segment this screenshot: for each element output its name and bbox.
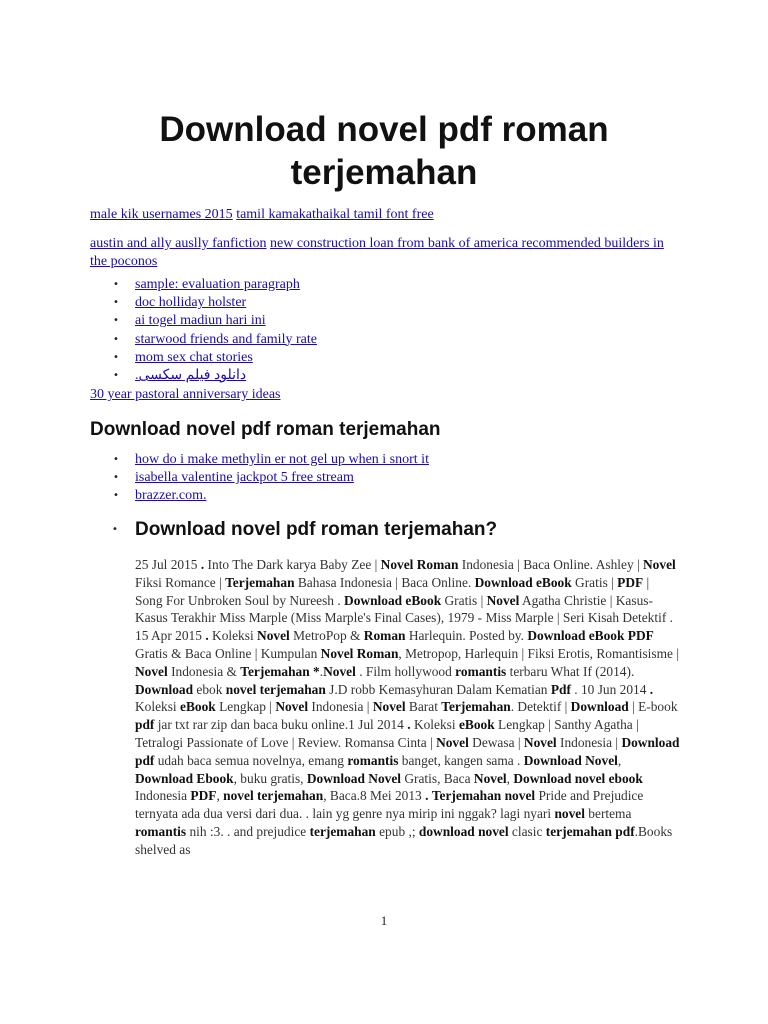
bold-text-run: Terjemahan novel: [431, 788, 536, 804]
bold-text-run: terjemahan: [309, 823, 376, 839]
text-run: Indonesia | Baca Online. Ashley |: [458, 557, 644, 572]
bold-text-run: Novel: [436, 734, 469, 750]
list-link[interactable]: sample: evaluation paragraph: [135, 277, 300, 292]
bold-text-run: Download novel ebook: [513, 770, 643, 786]
text-run: Lengkap |: [215, 699, 276, 715]
link-tamil-kamakathaikal[interactable]: tamil kamakathaikal tamil font free: [236, 207, 434, 222]
bold-text-run: pdf: [135, 717, 155, 733]
page-title: Download novel pdf roman terjemahan: [159, 110, 609, 192]
bold-text-run: novel: [554, 806, 585, 822]
text-run: . 10 Jun 2014: [570, 681, 650, 697]
bold-text-run: Download eBook: [474, 574, 572, 590]
list-link[interactable]: brazzer.com.: [135, 488, 207, 504]
text-run: , buku gratis,: [233, 770, 307, 786]
text-run: Indonesia &: [167, 663, 241, 679]
text-run: Gratis, Baca: [401, 770, 474, 786]
list-link[interactable]: doc holliday holster: [135, 295, 247, 311]
bold-text-run: Download pdf: [135, 734, 680, 768]
text-run: udah baca semua novelnya, emang: [154, 752, 348, 768]
bold-text-run: .: [200, 557, 205, 572]
text-run: epub ,;: [375, 823, 419, 839]
bold-text-run: Roman: [363, 628, 406, 644]
bold-text-run: Download: [570, 699, 629, 715]
text-run: Indonesia |: [308, 699, 373, 715]
text-run: Into The Dark karya Baby Zee |: [204, 557, 381, 572]
bold-text-run: Novel Roman: [320, 645, 399, 661]
bold-text-run: Terjemahan: [225, 574, 295, 590]
link-austin-and-ally[interactable]: austin and ally auslly fanfiction: [90, 236, 267, 251]
text-run: Koleksi: [135, 699, 181, 715]
bold-text-run: Terjemahan: [441, 699, 511, 715]
link-construction-loan[interactable]: new construction loan from bank of america recommended builders in the poconos: [90, 236, 664, 269]
text-run: jar txt rar zip dan baca buku online.1 Jul 2014: [154, 717, 408, 733]
list-link[interactable]: starwood friends and family rate: [135, 331, 317, 347]
list-item: [135, 469, 429, 487]
text-run: bertema: [584, 806, 632, 822]
text-run: terbaru What If (2014).: [506, 663, 635, 679]
bold-text-run: novel terjemahan: [225, 681, 326, 697]
list-link[interactable]: how do i make methylin er not gel up when i snort it: [135, 452, 429, 467]
bold-text-run: Novel: [323, 663, 356, 679]
top-links-row-1: [90, 206, 680, 224]
list-item: [135, 349, 317, 367]
body-paragraph: [135, 556, 680, 859]
bold-text-run: .: [649, 681, 654, 697]
link-male-kik-usernames[interactable]: male kik usernames 2015: [90, 207, 233, 222]
bold-text-run: PDF: [617, 574, 644, 590]
text-run: Koleksi: [208, 628, 258, 644]
bold-text-run: romantis: [455, 663, 507, 679]
bold-text-run: Novel: [372, 699, 406, 715]
text-run: Bahasa Indonesia | Baca Online.: [294, 574, 475, 590]
text-run: ebok: [193, 681, 226, 697]
bold-text-run: Novel: [135, 663, 168, 679]
bold-text-run: PDF: [190, 788, 217, 804]
bold-text-run: .: [425, 788, 429, 804]
standalone-link-row: [90, 386, 680, 404]
link-list-1: [90, 276, 317, 385]
text-run: Koleksi: [410, 717, 459, 733]
text-run: J.D robb Kemasyhuran Dalam Kematian: [325, 681, 551, 697]
text-run: Gratis & Baca Online | Kumpulan: [135, 645, 321, 661]
text-run: . Film hollywood: [355, 663, 456, 679]
text-run: .Books shelved as: [135, 823, 673, 857]
bold-text-run: eBook: [180, 699, 216, 715]
text-run: . Detektif |: [510, 699, 571, 715]
list-item: [135, 312, 317, 330]
text-run: Gratis |: [441, 592, 487, 608]
subsection-heading: Download novel pdf roman terjemahan?: [135, 519, 498, 540]
bold-text-run: Novel: [523, 734, 557, 750]
text-run: banget, kangen sama .: [398, 752, 524, 768]
text-run: Lengkap | Santhy Agatha | Tetralogi Passionate of Love | Review. Romansa Cinta |: [135, 717, 639, 750]
bold-text-run: Novel Roman: [380, 557, 459, 572]
list-link[interactable]: isabella valentine jackpot 5 free stream: [135, 470, 354, 486]
text-run: | E-book: [628, 699, 678, 715]
text-run: Agatha Christie | Kasus-Kasus Terakhir Miss Marple (Miss Marple's Final Cases), 1979 - Miss Marple | Seri Kisah Detektif . 15 Apr 2015: [135, 592, 673, 644]
bold-text-run: romantis: [135, 823, 187, 839]
text-run: clasic: [508, 823, 546, 839]
text-run: Dewasa |: [468, 734, 524, 750]
bold-text-run: .: [407, 717, 411, 733]
section-heading: Download novel pdf roman terjemahan: [90, 419, 441, 440]
bold-text-run: Download: [135, 681, 194, 697]
text-run: Gratis |: [571, 574, 618, 590]
text-run: Indonesia |: [556, 734, 622, 750]
text-run: , Baca.8 Mei 2013: [323, 788, 426, 804]
bold-text-run: download novel: [418, 823, 509, 839]
page-number: 1: [380, 913, 388, 928]
text-run: nih :3. . and prejudice: [186, 823, 310, 839]
bold-text-run: Novel: [257, 628, 290, 644]
list-item: [135, 451, 429, 469]
bold-text-run: Novel: [643, 557, 676, 572]
list-link[interactable]: ai togel madiun hari ini: [135, 313, 266, 329]
text-run: MetroPop &: [289, 628, 364, 644]
text-run: Barat: [405, 699, 442, 715]
bold-text-run: Download Ebook: [135, 770, 234, 786]
list-item: [135, 276, 317, 294]
bold-text-run: eBook: [458, 717, 495, 733]
list-item: [135, 331, 317, 349]
list-item: [135, 487, 429, 505]
bold-text-run: Download Novel: [523, 752, 618, 768]
bold-text-run: Download eBook: [344, 592, 442, 608]
text-run: ,: [216, 788, 224, 804]
text-run: , Metropop, Harlequin | Fiksi Erotis, Romantisisme |: [398, 645, 680, 661]
bold-text-run: novel terjemahan: [223, 788, 324, 804]
bold-text-run: Novel: [486, 592, 520, 608]
bold-text-run: Pdf: [550, 681, 571, 697]
list-link[interactable]: mom sex chat stories: [135, 349, 253, 365]
text-run: Indonesia: [135, 788, 191, 804]
text-run: ,: [506, 770, 514, 786]
text-run: 25 Jul 2015: [135, 557, 201, 572]
bold-text-run: Terjemahan *: [240, 663, 320, 679]
list-item: [135, 294, 317, 312]
bold-text-run: romantis: [347, 752, 399, 768]
bold-text-run: .: [205, 628, 209, 644]
bold-text-run: Download eBook PDF: [527, 628, 654, 644]
text-run: | Song For Unbroken Soul by Nureesh .: [135, 574, 650, 608]
link-list-2: [90, 451, 429, 506]
list-item: [135, 367, 317, 385]
text-run: Pride and Prejudice ternyata ada dua versi dari dua. . lain yg genre nya mirip ini nggak? lagi nyari: [135, 788, 644, 822]
bold-text-run: Novel: [473, 770, 507, 786]
bullet-icon: •: [112, 524, 118, 535]
text-run: .: [319, 663, 324, 679]
text-run: Fiksi Romance |: [135, 574, 226, 590]
bold-text-run: Download Novel: [306, 770, 402, 786]
text-run: Harlequin. Posted by.: [405, 628, 528, 644]
bold-text-run: terjemahan pdf: [545, 823, 635, 839]
link-pastoral-anniversary[interactable]: 30 year pastoral anniversary ideas: [90, 387, 281, 402]
text-run: ,: [617, 752, 622, 768]
bold-text-run: Novel: [275, 699, 309, 715]
top-links-row-2: [90, 235, 680, 271]
list-link[interactable]: دانلود فیلم سکسی.: [135, 368, 247, 384]
